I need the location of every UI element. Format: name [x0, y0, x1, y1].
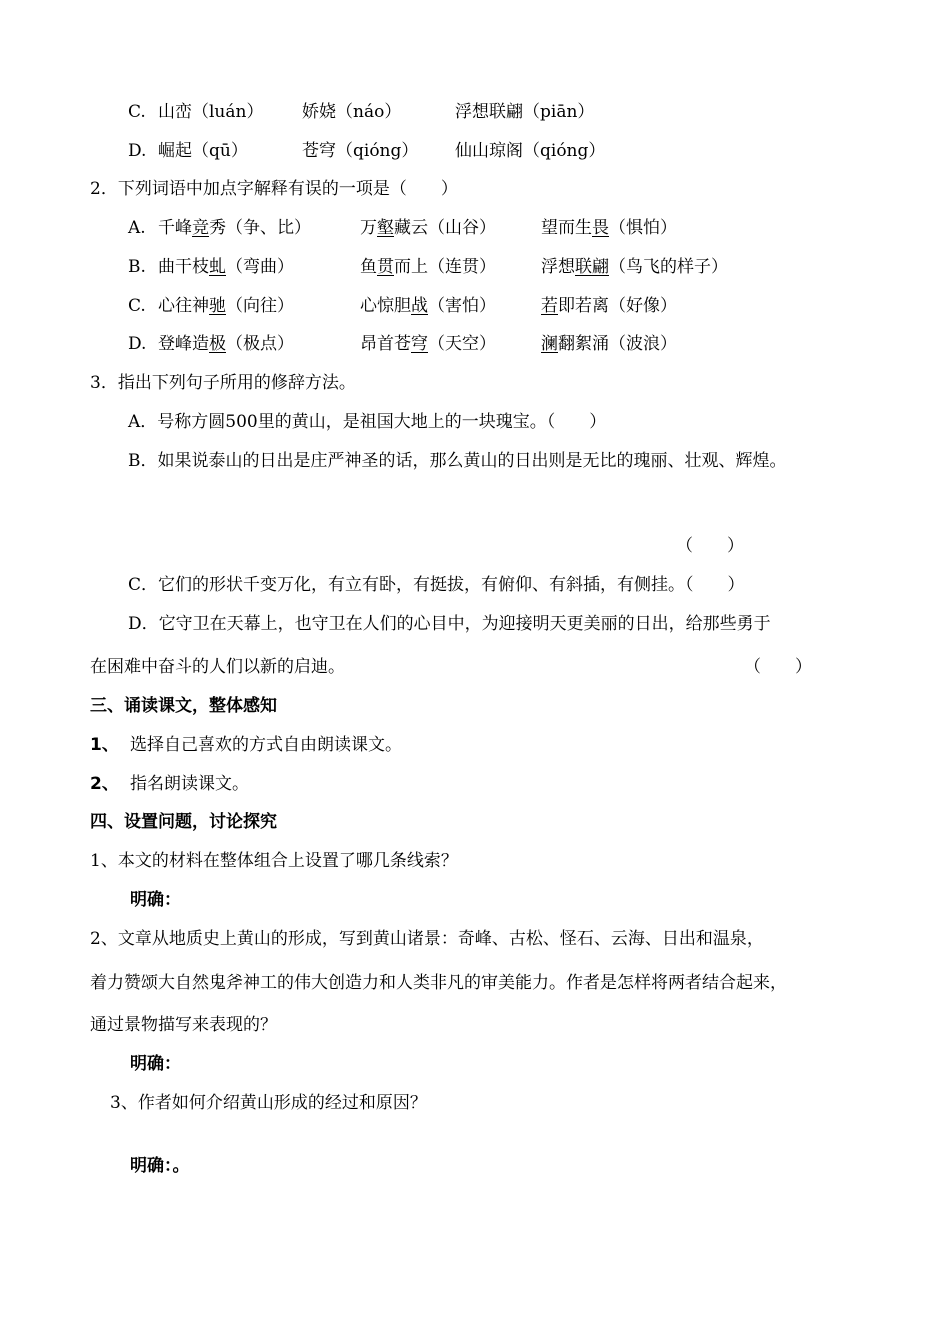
q2-d-label: D. [128, 334, 147, 354]
q2-option-d [0, 332, 950, 356]
q2-b-word1: 曲干枝虬（弯曲） [158, 257, 294, 277]
section4-question1: 1、本文的材料在整体组合上设置了哪几条线索？ [90, 851, 458, 871]
q1-d-word1: 崛起（qū） [158, 141, 248, 161]
q3-item-d-line2: 在困难中奋斗的人们以新的启迪。 [90, 657, 345, 677]
q2-d-word3: 澜翻絮涌（波浪） [541, 334, 677, 354]
q2-a-word1: 千峰竞秀（争、比） [158, 218, 311, 238]
q2-c-word1: 心往神驰（向往） [158, 296, 294, 316]
section3-item2-text: 指名朗读课文。 [130, 774, 249, 794]
q1-d-word3: 仙山琼阁（qióng） [455, 141, 606, 161]
q3-item-a: A．号称方圆500里的黄山，是祖国大地上的一块瑰宝。（ ） [128, 412, 607, 432]
q2-a-word3: 望而生畏（惧怕） [541, 218, 677, 238]
q2-d-word1: 登峰造极（极点） [158, 334, 294, 354]
q1-c-word2: 娇娆（náo） [302, 102, 402, 122]
q2-stem: 2．下列词语中加点字解释有误的一项是（ ） [90, 179, 458, 199]
section3-item1 [0, 733, 950, 757]
q1-c-label: C. [128, 102, 146, 122]
q3-item-b: B．如果说泰山的日出是庄严神圣的话，那么黄山的日出则是无比的瑰丽、壮观、辉煌。 [128, 451, 787, 471]
section3-item2-number: 2、 [90, 774, 119, 794]
section4-heading: 四、设置问题，讨论探究 [90, 812, 277, 832]
q2-option-b [0, 255, 950, 279]
q3-item-c: C．它们的形状千变万化，有立有卧，有挺拔，有俯仰、有斜插，有侧挂。（ ） [128, 575, 745, 595]
q3-item-d-line1: D．它守卫在天幕上，也守卫在人们的心目中，为迎接明天更美丽的日出，给那些勇于 [128, 614, 771, 634]
q2-b-word2: 鱼贯而上（连贯） [360, 257, 496, 277]
q1-c-word3: 浮想联翩（piān） [455, 102, 595, 122]
section4-answer1-label: 明确： [130, 890, 181, 910]
q2-option-a [0, 216, 950, 240]
q1-d-label: D. [128, 141, 147, 161]
q3-item-d-blank: （ ） [744, 657, 812, 677]
section3-heading: 三、诵读课文，整体感知 [90, 696, 277, 716]
q2-b-label: B. [128, 257, 146, 277]
section4-question2-line3: 通过景物描写来表现的？ [90, 1015, 277, 1035]
section4-question3: 3、作者如何介绍黄山形成的经过和原因？ [110, 1093, 427, 1113]
q1-option-d [0, 139, 950, 163]
q2-a-word2: 万壑藏云（山谷） [360, 218, 496, 238]
section4-answer2-label: 明确： [130, 1054, 181, 1074]
q2-c-word2: 心惊胆战（害怕） [360, 296, 496, 316]
q2-c-word3: 若即若离（好像） [541, 296, 677, 316]
section3-item2 [0, 772, 950, 796]
q1-c-word1: 山峦（luán） [158, 102, 264, 122]
q2-c-label: C. [128, 296, 146, 316]
q1-d-word2: 苍穹（qióng） [302, 141, 419, 161]
section4-question2-line2: 着力赞颂大自然鬼斧神工的伟大创造力和人类非凡的审美能力。作者是怎样将两者结合起来， [90, 973, 787, 993]
q2-b-word3: 浮想联翩（鸟飞的样子） [541, 257, 728, 277]
q2-d-word2: 昂首苍穹（天空） [360, 334, 496, 354]
q1-option-c [0, 100, 950, 124]
q2-a-label: A. [128, 218, 146, 238]
section4-answer3-label: 明确：。 [130, 1156, 190, 1176]
section3-item1-text: 选择自己喜欢的方式自由朗读课文。 [130, 735, 402, 755]
q3-item-b-blank: （ ） [676, 536, 744, 556]
section3-item1-number: 1、 [90, 735, 119, 755]
section4-question2-line1: 2、文章从地质史上黄山的形成，写到黄山诸景：奇峰、古松、怪石、云海、日出和温泉， [90, 929, 764, 949]
q2-option-c [0, 294, 950, 318]
q3-stem: 3．指出下列句子所用的修辞方法。 [90, 373, 356, 393]
